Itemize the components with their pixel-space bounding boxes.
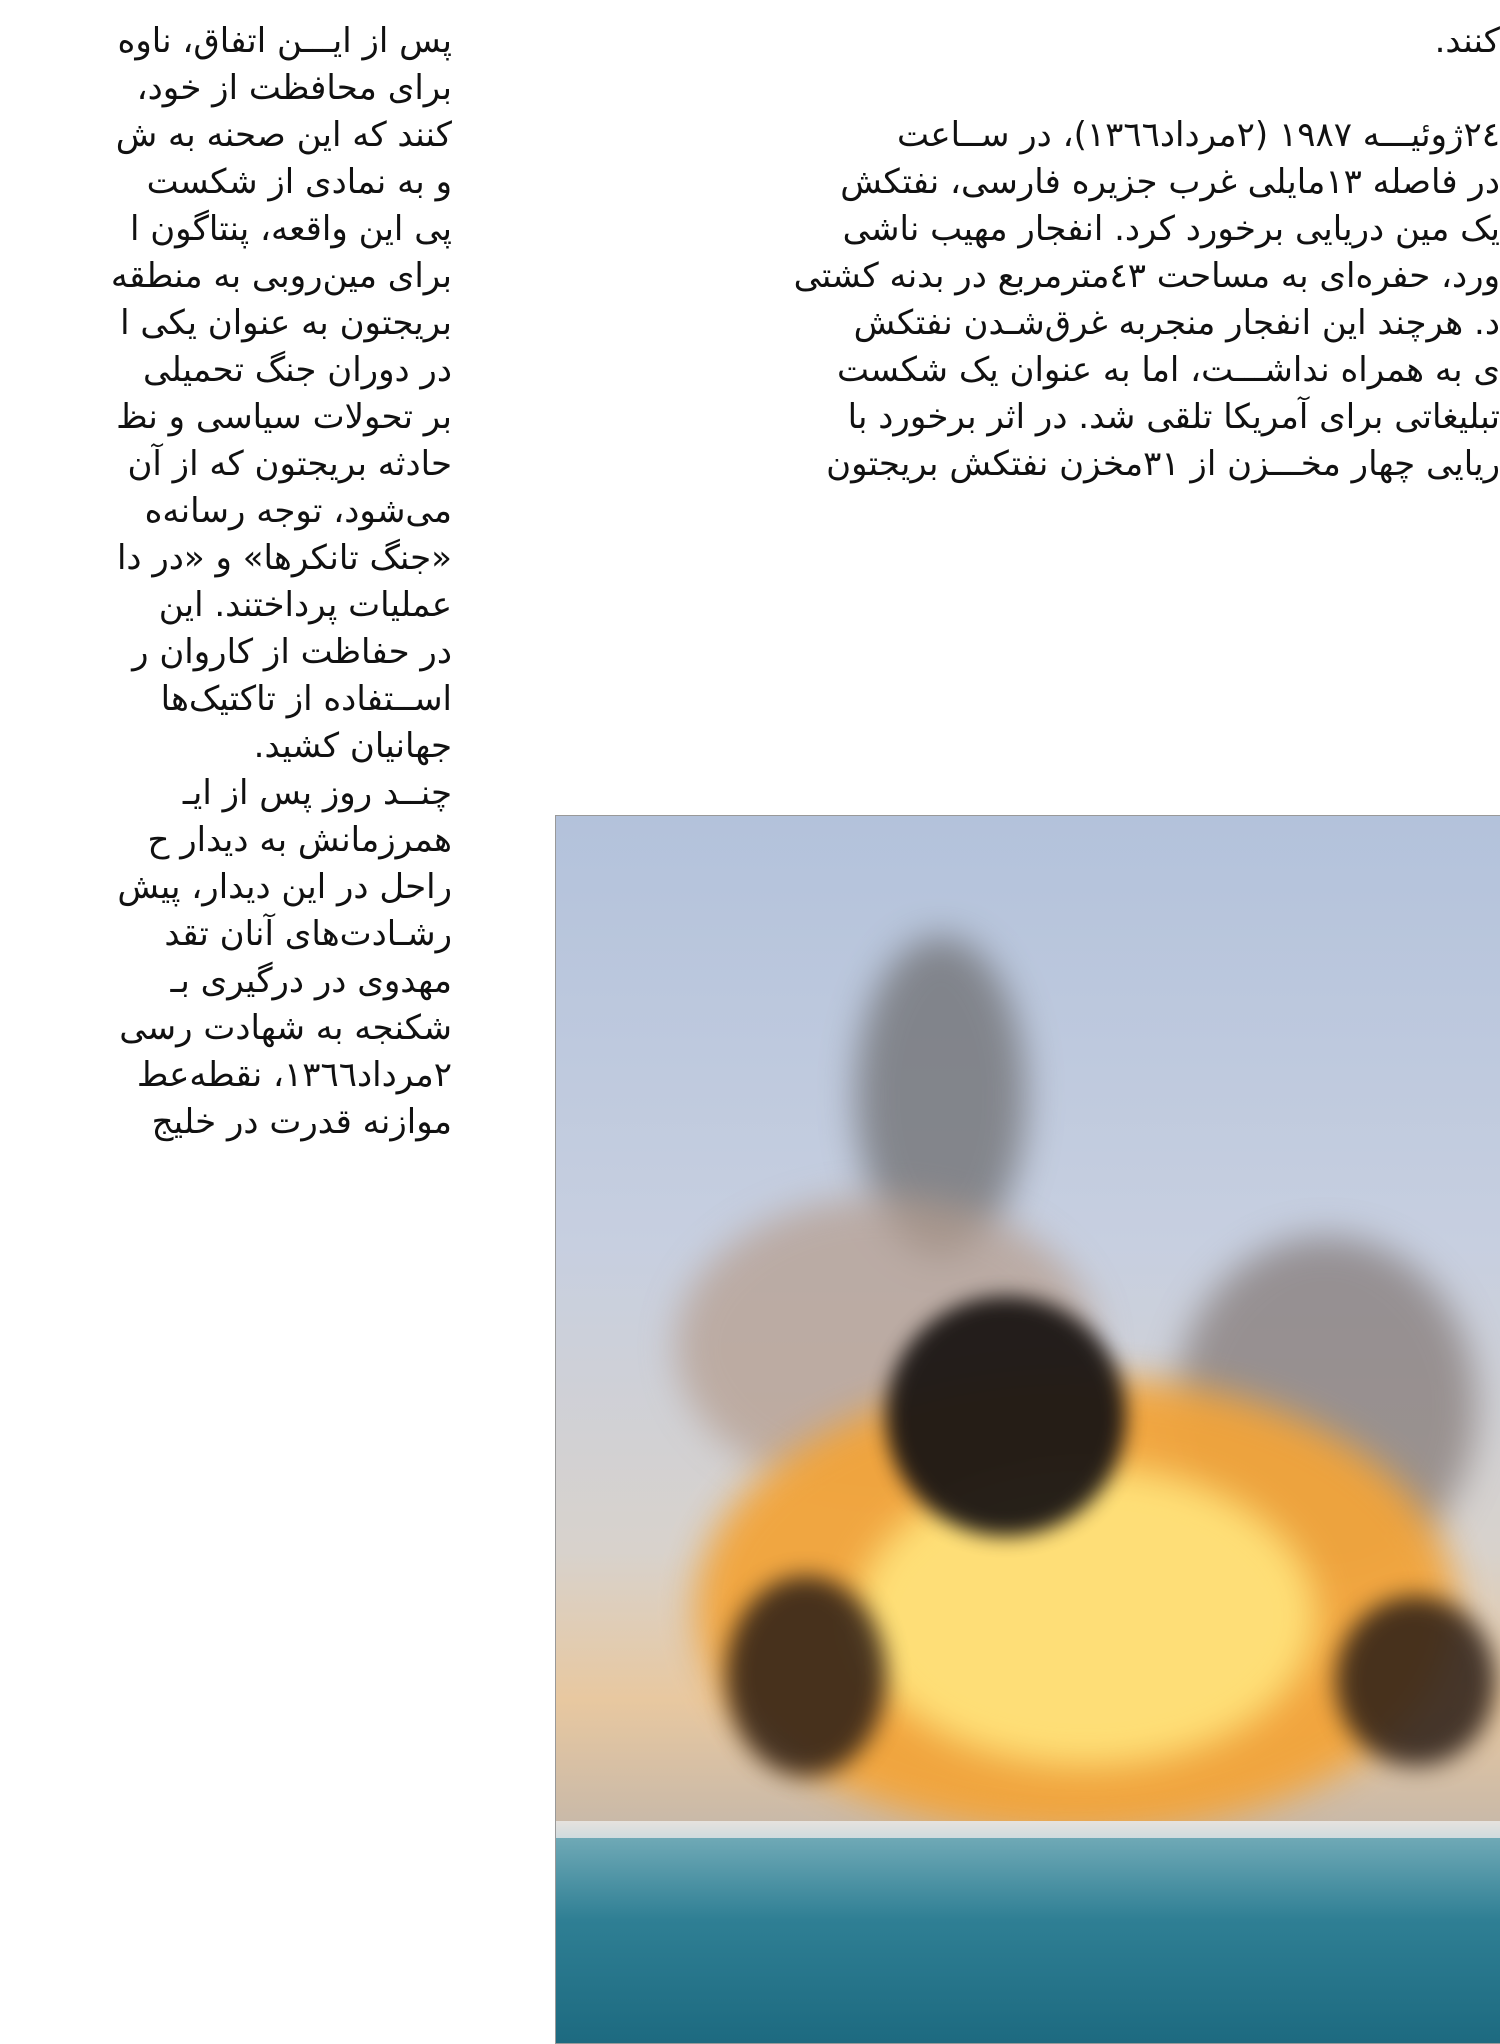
text-line: پی این واقعه، پنتاگون ا xyxy=(129,209,452,249)
text-line: همرزمانش به دیدار ح xyxy=(147,820,452,860)
text-line: کنند. xyxy=(1434,21,1500,61)
text-line: ۲مرداد۱۳٦٦، نقطه‌عط xyxy=(136,1055,452,1095)
text-line: می‌شود، توجه رسانه‌ه xyxy=(144,491,452,531)
text-line: بر تحولات سیاسی و نظ xyxy=(116,397,452,437)
black-smoke xyxy=(726,1576,886,1776)
text-line: د. هرچند این انفجار منجربه غرق‌شـدن نفتکش xyxy=(853,303,1500,343)
text-line xyxy=(552,65,1500,112)
text-line: ورد، حفره‌ای به مساحت ٤۳مترمربع در بدنه کشتی xyxy=(793,256,1500,296)
text-line: تبلیغاتی برای آمریکا تلقی شد. در اثر برخورد با xyxy=(847,397,1500,437)
fireball-core xyxy=(856,1466,1316,1766)
text-line: پس از ایـــن اتفاق، ناوه xyxy=(117,21,452,61)
black-smoke xyxy=(1336,1596,1496,1766)
right-text-column xyxy=(552,18,1500,488)
explosion-photo xyxy=(555,815,1500,2044)
text-line: جهانیان کشید. xyxy=(253,726,452,766)
text-line: ی به همراه نداشـــت، اما به عنوان یک شکست xyxy=(837,350,1500,390)
text-line: کنند که این صحنه به ش xyxy=(115,115,452,155)
text-line: در حفاظت از کاروان ر xyxy=(132,632,452,672)
text-line: در دوران جنگ تحمیلی xyxy=(142,350,452,390)
text-line: «جنگ تانکرها» و «در دا xyxy=(116,538,452,578)
text-line: یک مین دریایی برخورد کرد. انفجار مهیب ناشی xyxy=(842,209,1500,249)
left-text-column xyxy=(0,18,452,1146)
text-line: شکنجه به شهادت رسی xyxy=(119,1008,452,1048)
text-line: حادثه بریجتون که از آن xyxy=(127,444,452,484)
text-line: برای مین‌روبی به منطقه xyxy=(110,256,452,296)
text-line: اســتفاده از تاکتیک‌ها xyxy=(160,679,452,719)
text-line: و به نمادی از شکست xyxy=(146,162,452,202)
text-line: عملیات پرداختند. این xyxy=(158,585,452,625)
black-smoke xyxy=(886,1296,1126,1536)
text-line: مهدوی در درگیری بـ xyxy=(170,961,452,1001)
text-line: ۲٤ژوئیـــه ۱۹۸۷ (۲مرداد۱۳٦٦)، در ســاعت xyxy=(896,115,1500,155)
text-line: ریایی چهار مخـــزن از ۳۱مخزن نفتکش بریجتون xyxy=(826,444,1500,484)
sea-water xyxy=(556,1838,1500,2043)
text-line: در فاصله ۱۳مایلی غرب جزیره فارسی، نفتکش xyxy=(840,162,1500,202)
text-line: راحل در این دیدار، پیش xyxy=(117,867,452,907)
text-line: موازنه قدرت در خلیج xyxy=(151,1102,452,1142)
text-line: بریجتون به عنوان یکی ا xyxy=(120,303,452,343)
text-line: چنــد روز پس از ایـ xyxy=(182,773,452,813)
text-line: رشـادت‌های آنان تقد xyxy=(164,914,452,954)
text-line: برای محافظت از خود، xyxy=(136,68,452,108)
